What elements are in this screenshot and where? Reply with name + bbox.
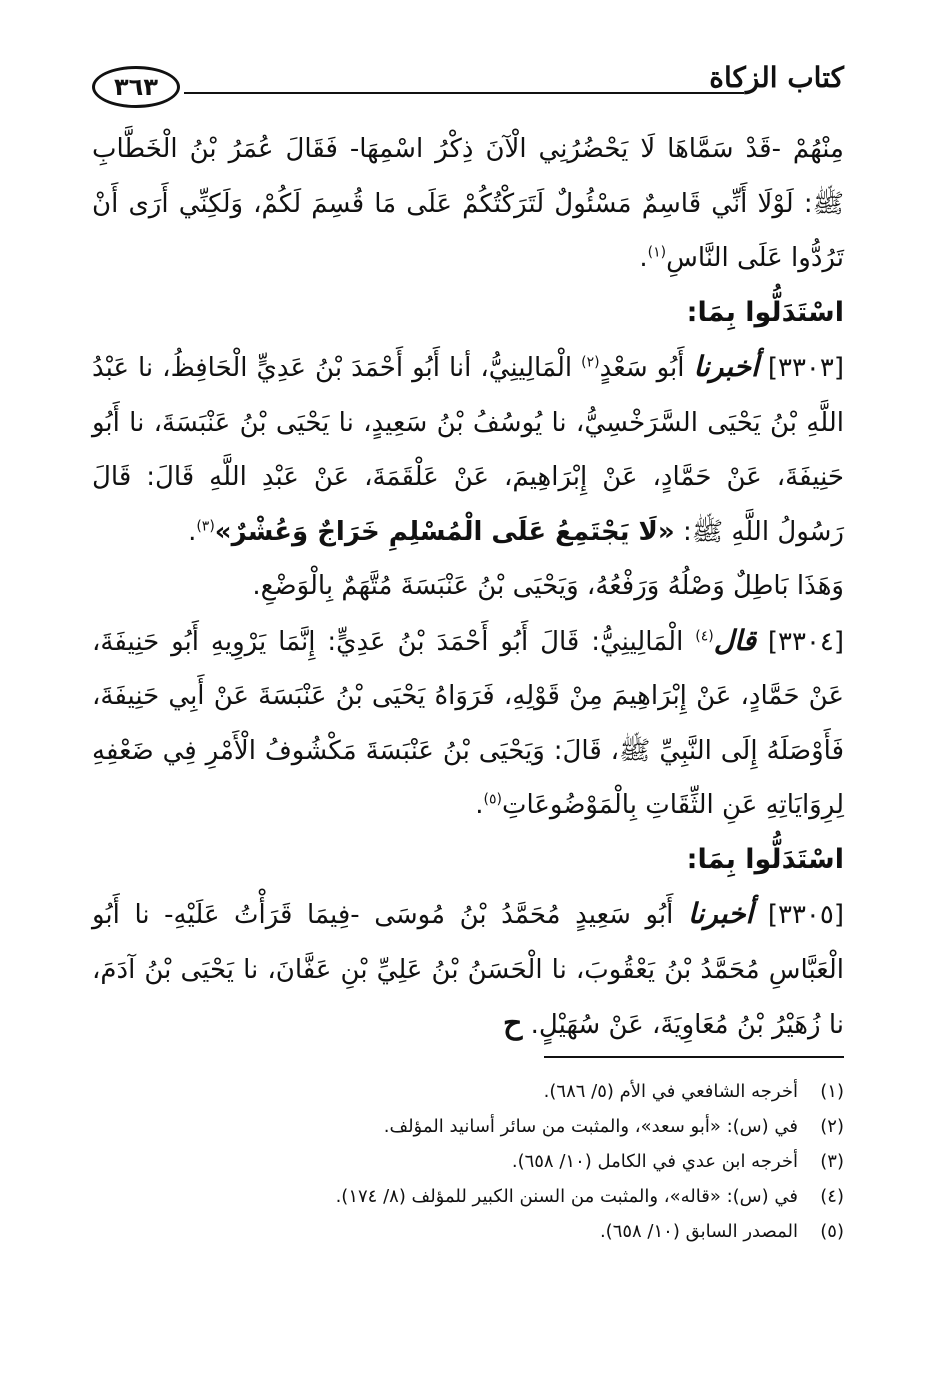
entry-3305 <box>92 887 844 1053</box>
header-rule <box>184 92 744 94</box>
footnote-separator <box>544 1056 844 1058</box>
entry-text: الْمَالِينِيُّ: قَالَ أَبُو أَحْمَدَ بْنُ عَدِيٍّ: إِنَّمَا يَرْوِيهِ أَبُو حَنِيفَةَ، عَنْ حَمَّادٍ، عَنْ إِبْرَاهِيمَ مِنْ قَوْلِهِ، فَرَوَاهُ يَحْيَى بْنُ عَنْبَسَةَ عَنْ أَبِي حَنِيفَةَ، فَأَوْصَلَهُ إِلَى النَّبِيِّ ﷺ، قَالَ: وَيَحْيَى بْنُ عَنْبَسَةَ مَكْشُوفُ الْأَمْرِ فِي ضَعْفِهِ لِرِوَايَاتِهِ عَنِ الثِّقَاتِ بِالْمَوْضُوعَاتِ <box>92 626 844 820</box>
entry-keyword: قال <box>713 623 756 657</box>
commentary-paragraph: وَهَذَا بَاطِلٌ وَصْلُهُ وَرَفْعُهُ، وَيَحْيَى بْنُ عَنْبَسَةَ مُتَّهَمٌ بِالْوَضْعِ. <box>252 571 844 601</box>
entry-end: . <box>475 790 484 820</box>
entry-keyword: أخبرنا <box>693 350 759 383</box>
entry-text-a: أَبُو سَعْدٍ <box>599 353 685 383</box>
page-number-oval <box>92 66 180 108</box>
footnote-ref-1: (١) <box>647 244 667 261</box>
footnote-ref-3: (٣) <box>196 517 215 534</box>
paragraph-1-end: . <box>639 243 648 273</box>
footnote-text: المصدر السابق (١٠/ ٦٥٨). <box>599 1221 798 1242</box>
footnote-text: أخرجه ابن عدي في الكامل (١٠/ ٦٥٨). <box>511 1151 798 1172</box>
page-number: ٣٦٣ <box>114 73 158 101</box>
footnote-text: أخرجه الشافعي في الأم (٥/ ٦٨٦). <box>543 1081 798 1102</box>
footnote-text: في (س): «أبو سعد»، والمثبت من سائر أسانيد المؤلف. <box>383 1116 798 1137</box>
entry-number: [٣٣٠٥] <box>767 900 845 930</box>
footnote-3 <box>92 1144 844 1179</box>
footnote-1 <box>92 1074 844 1109</box>
footnote-number: (٢) <box>820 1116 844 1137</box>
paragraph-1-text: مِنْهُمْ -قَدْ سَمَّاهَا لَا يَحْضُرُنِي الْآنَ ذِكْرُ اسْمِهَا- فَقَالَ عُمَرُ بْنُ الْخَطَّابِ ﷺ: لَوْلَا أَنِّي قَاسِمٌ مَسْئُولٌ لَتَرَكْتُكُمْ عَلَى مَا قُسِمَ لَكُمْ، وَلَكِنِّي أَرَى أَنْ تَرُدُّوا عَلَى النَّاسِ <box>92 134 844 273</box>
main-text <box>92 122 844 1053</box>
footnote-text: في (س): «قاله»، والمثبت من السنن الكبير للمؤلف (٨/ ١٧٤). <box>335 1186 798 1207</box>
footnote-number: (١) <box>820 1081 844 1102</box>
footnote-ref-2: (٢) <box>581 354 600 371</box>
section-heading-2: اسْتَدَلُّوا بِمَا: <box>686 843 844 875</box>
section-heading-1: اسْتَدَلُّوا بِمَا: <box>686 296 844 328</box>
entry-end: . <box>188 516 197 547</box>
entry-keyword: أخبرنا <box>687 897 754 930</box>
footnotes <box>92 1074 844 1249</box>
page-header <box>92 58 844 118</box>
footnote-number: (٣) <box>820 1151 844 1172</box>
entry-text: أَبُو سَعِيدٍ مُحَمَّدُ بْنُ مُوسَى -فِيمَا قَرَأْتُ عَلَيْهِ- نا أَبُو الْعَبَّاسِ مُحَمَّدُ بْنُ يَعْقُوبَ، نا الْحَسَنُ بْنُ عَلِيِّ بْنِ عَفَّانَ، نا يَحْيَى بْنُ آدَمَ، نا زُهَيْرُ بْنُ مُعَاوِيَةَ، عَنْ سُهَيْلٍ. <box>92 900 844 1040</box>
entry-text-b: الْمَالِينِيُّ، أنا أَبُو أَحْمَدَ بْنُ عَدِيٍّ الْحَافِظُ، نا عَبْدُ اللَّهِ بْنُ يَحْيَى السَّرَخْسِيُّ، نا يُوسُفُ بْنُ سَعِيدٍ، نا يَحْيَى بْنُ عَنْبَسَةَ، نا أَبُو حَنِيفَةَ، عَنْ حَمَّادٍ، عَنْ إِبْرَاهِيمَ، عَنْ عَلْقَمَةَ، عَنْ عَبْدِ اللَّهِ قَالَ: قَالَ رَسُولُ اللَّهِ ﷺ: <box>92 353 844 547</box>
footnote-number: (٤) <box>820 1186 844 1207</box>
hadith-text: «لَا يَجْتَمِعُ عَلَى الْمُسْلِمِ خَرَاجٌ وَعُشْرٌ» <box>214 516 675 547</box>
footnote-4 <box>92 1179 844 1214</box>
footnote-ref-5: (٥) <box>483 791 502 808</box>
entry-3304 <box>92 614 844 833</box>
entry-3303 <box>92 340 844 559</box>
footnote-number: (٥) <box>820 1221 844 1242</box>
entry-number: [٣٣٠٣] <box>767 353 845 383</box>
running-title: كتاب الزكاة <box>709 61 844 94</box>
footnote-2 <box>92 1109 844 1144</box>
footnote-5 <box>92 1214 844 1249</box>
footnote-ref-4: (٤) <box>695 627 714 644</box>
tahwil-mark: ح <box>503 1006 523 1041</box>
paragraph-1 <box>92 122 844 286</box>
entry-number: [٣٣٠٤] <box>767 626 845 657</box>
